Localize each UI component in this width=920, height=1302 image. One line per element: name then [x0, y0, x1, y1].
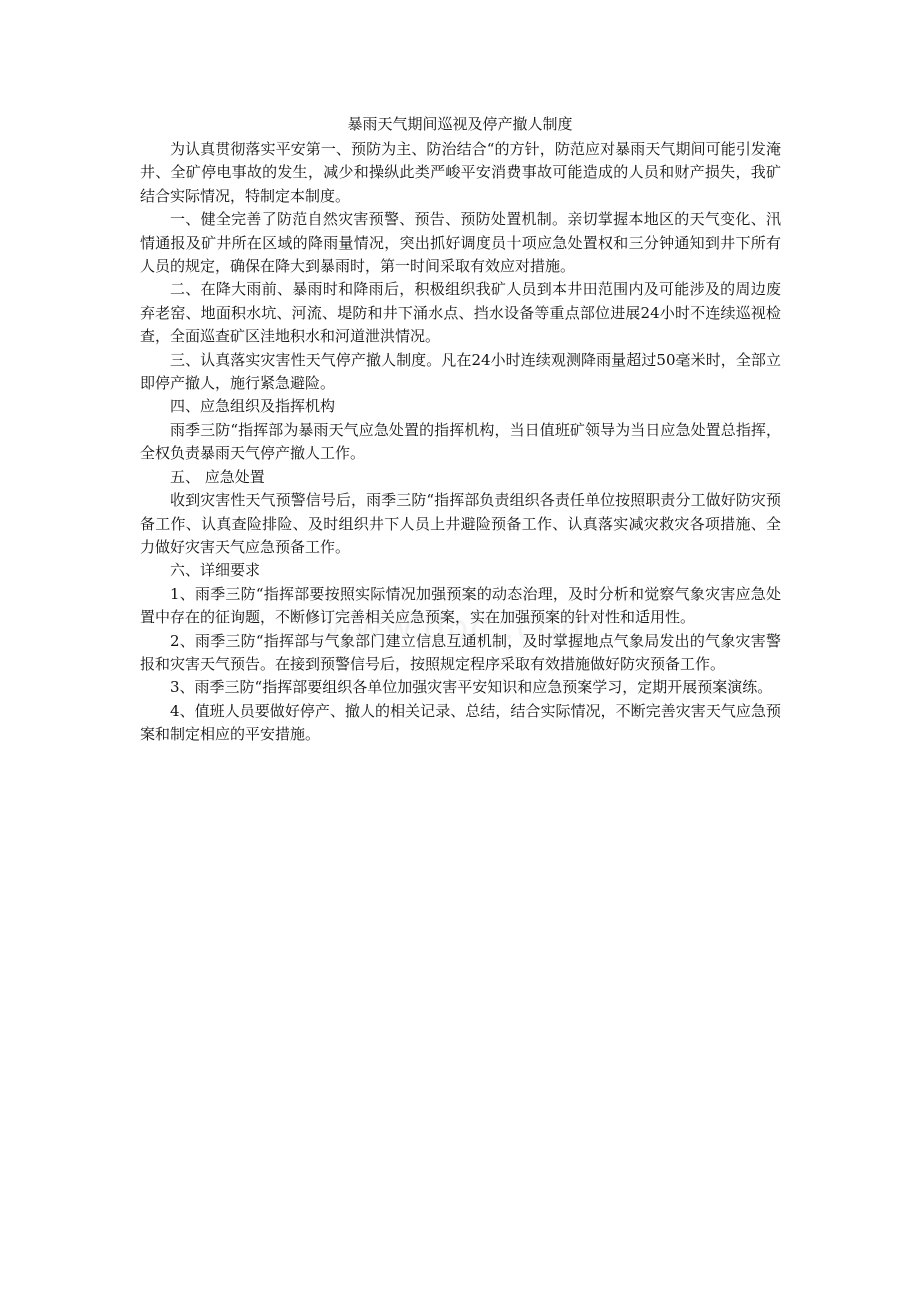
requirement-item-4: 4、值班人员要做好停产、撤人的相关记录、总结，结合实际情况，不断完善灾害天气应急预案和制定相应的平安措施。: [140, 701, 781, 744]
section-five-paragraph: 收到灾害性天气预警信号后，雨季三防“指挥部负责组织各责任单位按照职责分工做好防灾预备工作、认真查险排险、及时组织井下人员上井避险预备工作、认真落实减灾救灾各项措施、全力做好灾害天气应急预备工作。: [140, 491, 781, 556]
document-body: [140, 138, 781, 747]
document-title: 暴雨天气期间巡视及停产撤人制度: [347, 115, 573, 133]
requirement-item-2: 2、雨季三防“指挥部与气象部门建立信息互通机制，及时掌握地点气象局发出的气象灾害警报和灾害天气预告。在接到预警信号后，按照规定程序采取有效措施做好防灾预备工作。: [140, 631, 781, 673]
section-one-paragraph: 一、健全完善了防范自然灾害预警、预告、预防处置机制。亲切掌握本地区的天气变化、汛情通报及矿井所在区域的降雨量情况，突出抓好调度员十项应急处置权和三分钟通知到井下所有人员的规定，确保在降大到暴雨时，第一时间采取有效应对措施。: [140, 210, 781, 276]
section-five-heading: 五、 应急处置: [170, 467, 265, 486]
intro-paragraph: 为认真贯彻落实平安第一、预防为主、防治结合“的方针，防范应对暴雨天气期间可能引发淹井、全矿停电事故的发生，减少和操纵此类严峻平安消费事故可能造成的人员和财产损失，我矿结合实际情况，特制定本制度。: [140, 140, 781, 205]
requirement-item-1: 1、雨季三防“指挥部要按照实际情况加强预案的动态治理，及时分析和觉察气象灾害应急处置中存在的征询题，不断修订完善相关应急预案，实在加强预案的针对性和适用性。: [140, 584, 781, 627]
requirement-item-3: 3、雨季三防“指挥部要组织各单位加强灾害平安知识和应急预案学习，定期开展预案演练。: [170, 678, 773, 697]
section-six-heading: 六、详细要求: [170, 561, 261, 580]
section-four-paragraph: 雨季三防“指挥部为暴雨天气应急处置的指挥机构，当日值班矿领导为当日应急处置总指挥，全权负责暴雨天气停产撤人工作。: [140, 420, 781, 463]
section-three-paragraph: 三、认真落实灾害性天气停产撤人制度。凡在24小时连续观测降雨量超过50毫米时，全部立即停产撤人，施行紧急避险。: [140, 350, 781, 393]
section-two-paragraph: 二、在降大雨前、暴雨时和降雨后，积极组织我矿人员到本井田范围内及可能涉及的周边废弃老窑、地面积水坑、河流、堤防和井下涌水点、挡水设备等重点部位进展24小时不连续巡视检查，全面巡查矿区洼地积水和河道泄洪情况。: [140, 280, 781, 346]
section-four-heading: 四、应急组织及指挥机构: [170, 397, 336, 416]
